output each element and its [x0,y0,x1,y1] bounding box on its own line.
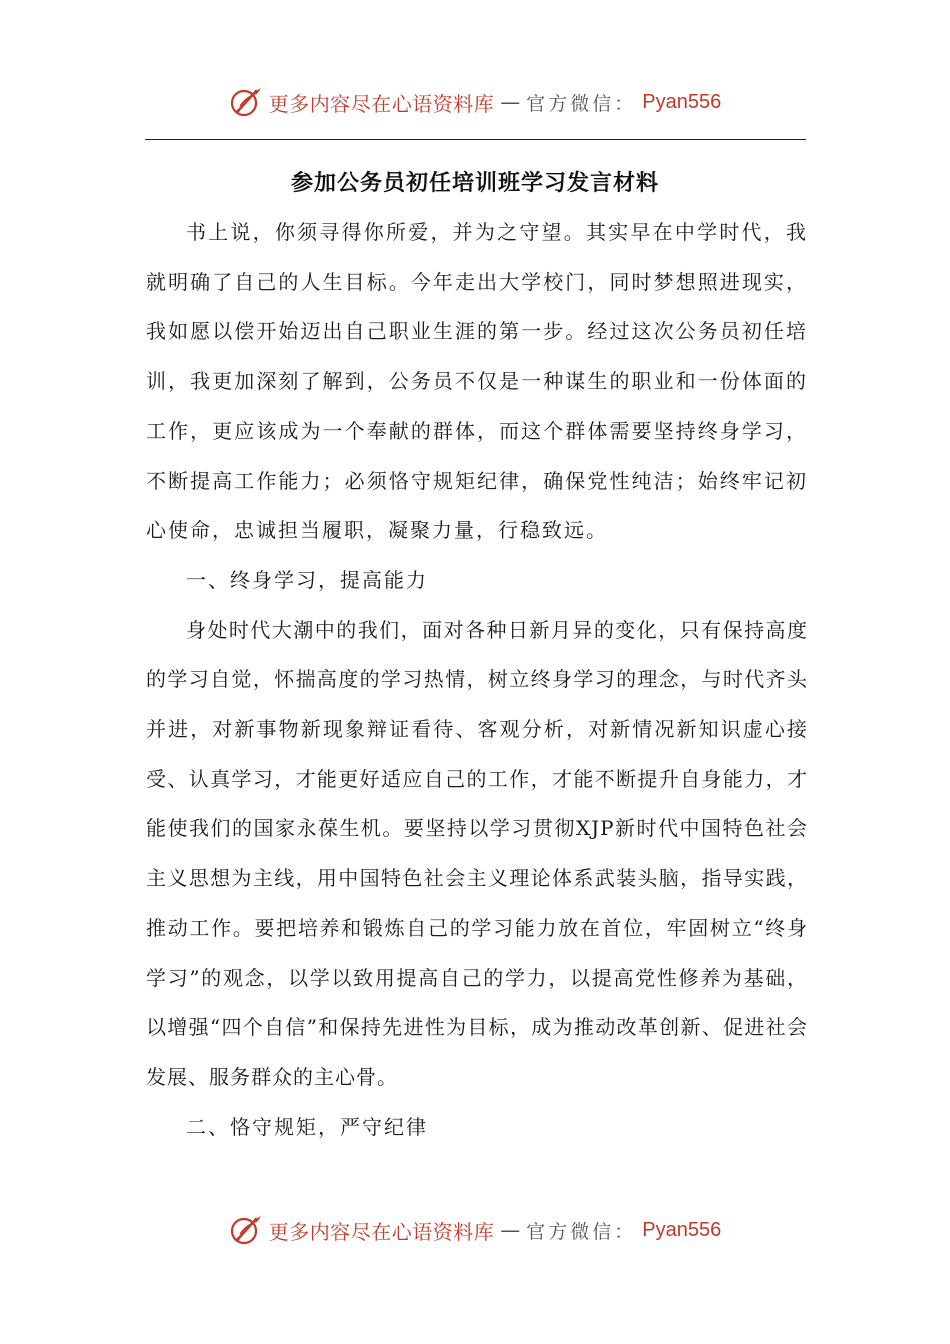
section-heading-2: 二、恪守规矩，严守纪律 [186,1114,428,1139]
header-divider [145,139,806,140]
banner-brand-text: 更多内容尽在心语资料库 [268,91,495,116]
header-banner [0,82,950,122]
banner-wechat-label: 官方微信： [526,1220,637,1243]
banner-wechat-id: Pyan556 [642,90,722,113]
footer-banner [0,1210,950,1250]
document-title: 参加公务员初任培训班学习发言材料 [290,170,659,196]
banner-separator: — [500,1218,521,1242]
banner-brand-text: 更多内容尽在心语资料库 [268,1219,495,1244]
document-body [146,208,808,1152]
section-heading-1: 一、终身学习，提高能力 [186,567,428,592]
banner-wechat-label: 官方微信： [526,92,637,115]
banner-separator: — [500,90,521,114]
quill-logo-icon [229,1213,263,1247]
quill-logo-icon [229,85,263,119]
intro-paragraph: 书上说，你须寻得你所爱，并为之守望。其实早在中学时代，我就明确了自己的人生目标。今年走出大学校门，同时梦想照进现实，我如愿以偿开始迈出自己职业生涯的第一步。经过这次公务员初任培训，我更加深刻了解到，公务员不仅是一种谋生的职业和一份体面的工作，更应该成为一个奉献的群体，而这个群体需要坚持终身学习，不断提高工作能力；必须恪守规矩纪律，确保党性纯洁；始终牢记初心使命，忠诚担当履职，凝聚力量，行稳致远。 [146,220,808,543]
section-1-paragraph: 身处时代大潮中的我们，面对各种日新月异的变化，只有保持高度的学习自觉，怀揣高度的学习热情，树立终身学习的理念，与时代齐头并进，对新事物新现象辩证看待、客观分析，对新情况新知识虚心接受、认真学习，才能更好适应自己的工作，才能不断提升自身能力，才能使我们的国家永葆生机。要坚持以学习贯彻XJP新时代中国特色社会主义思想为主线，用中国特色社会主义理论体系武装头脑，指导实践，推动工作。要把培养和锻炼自己的学习能力放在首位，牢固树立“终身学习”的观念，以学以致用提高自己的学力，以提高党性修养为基础，以增强“四个自信”和保持先进性为目标，成为推动改革创新、促进社会发展、服务群众的主心骨。 [146,617,808,1089]
banner-wechat-id: Pyan556 [642,1218,722,1241]
